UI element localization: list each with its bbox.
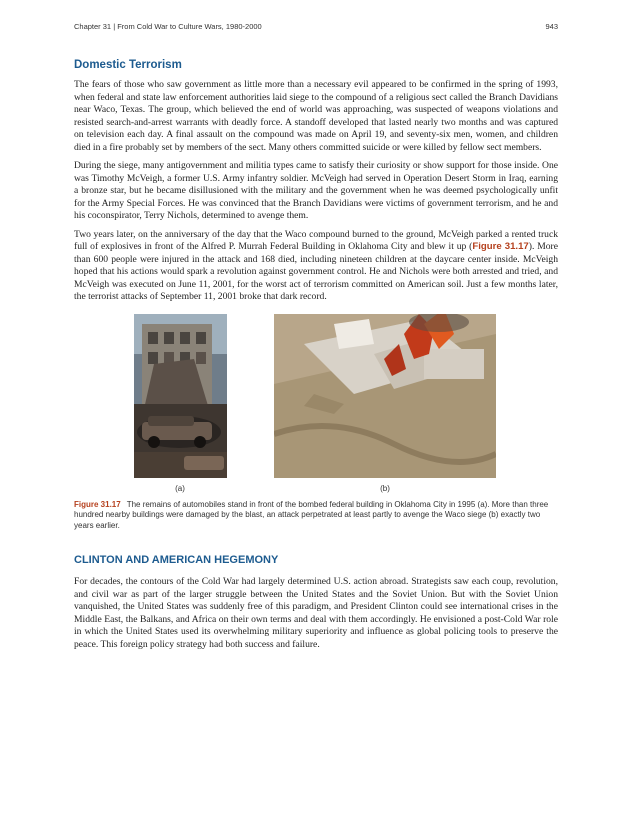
- paragraph-3-part-2: ). More than 600 people were injured in the attack and 168 died, including nineteen children at the daycare center inside. McVeigh hoped that his actions would spark a revolution against government control. He and Nichols were both arrested and tried, and McVeigh was executed on June 11, 2001, for the worst act of terrorism committed on American soil. Just a few months later, the terrorist attacks of September 11, 2001 broke that dark record.: [74, 241, 558, 302]
- photo-oklahoma-city-bombing: [134, 314, 227, 478]
- caption-text: The remains of automobiles stand in front of the bombed federal building in Oklahoma City in 1995 (a). More than three hundred nearby buildings were damaged by the blast, an attack perpetrated at least partly to avenge the Waco siege (b) exactly two years earlier.: [74, 499, 549, 530]
- section-heading-clinton-hegemony: CLINTON AND AMERICAN HEGEMONY: [74, 554, 279, 566]
- caption-label: Figure 31.17: [74, 499, 121, 509]
- paragraph-3-part-1: Two years later, on the anniversary of the day that the Waco compound burned to the ground, McVeigh parked a rented truck full of explosives in front of the Alfred P. Murrah Federal Building in Oklahoma City and blew it up (: [74, 228, 558, 252]
- page-number: 943: [545, 22, 558, 31]
- chapter-title: Chapter 31 | From Cold War to Culture Wars, 1980-2000: [74, 22, 262, 31]
- paragraph-3: [74, 229, 558, 304]
- panel-label-a: (a): [175, 483, 185, 493]
- running-header: [74, 22, 558, 31]
- paragraph-1: The fears of those who saw government as little more than a necessary evil appeared to be confirmed in the spring of 1993, when federal and state law enforcement authorities laid siege to the compound of a religious sect called the Branch Davidians near Waco, Texas. The group, which believed the end of world was approaching, was suspected of weapons violations and resisted search-and-arrest warrants with deadly force. A standoff developed that lasted nearly two months and was captured on television each day. A final assault on the compound was made on April 19, and seventy-six men, women, and children died in a fire probably set by members of the sect. Many others committed suicide or were killed by fellow sect members.: [74, 79, 558, 153]
- figure-31-17: [74, 310, 558, 500]
- paragraph-2: During the siege, many antigovernment and militia types came to satisfy their curiosity or show support for those inside. One was Timothy McVeigh, a former U.S. Army infantry soldier. McVeigh had served in Operation Desert Storm in Iraq, earning a bronze star, but he became disillusioned with the military and the government when he was deemed psychologically unfit for the Army Special Forces. He was convinced that the Branch Davidians were victims of government terrorism, and he and his coconspirator, Terry Nichols, determined to avenge them.: [74, 160, 558, 221]
- figure-reference-link[interactable]: Figure 31.17: [472, 241, 529, 252]
- panel-label-b: (b): [380, 483, 390, 493]
- main-content: [74, 58, 558, 657]
- figure-caption: [74, 500, 558, 532]
- section-heading-domestic-terrorism: Domestic Terrorism: [74, 59, 182, 71]
- photo-waco-siege: [274, 314, 496, 478]
- paragraph-4: For decades, the contours of the Cold War had largely determined U.S. action abroad. Strategists saw each coup, revolution, and civil war as part of the larger struggle between the United States and the Soviet Union. But with the Soviet Union vanquished, the United States was suddenly free of this paradigm, and President Clinton could see international crises in the Middle East, the Balkans, and Africa on their own terms and deal with them accordingly. He envisioned a post-Cold War role in which the United States used its overwhelming military superiority and influence as global policing tools to preserve the peace. This foreign policy strategy had both success and failure.: [74, 576, 558, 650]
